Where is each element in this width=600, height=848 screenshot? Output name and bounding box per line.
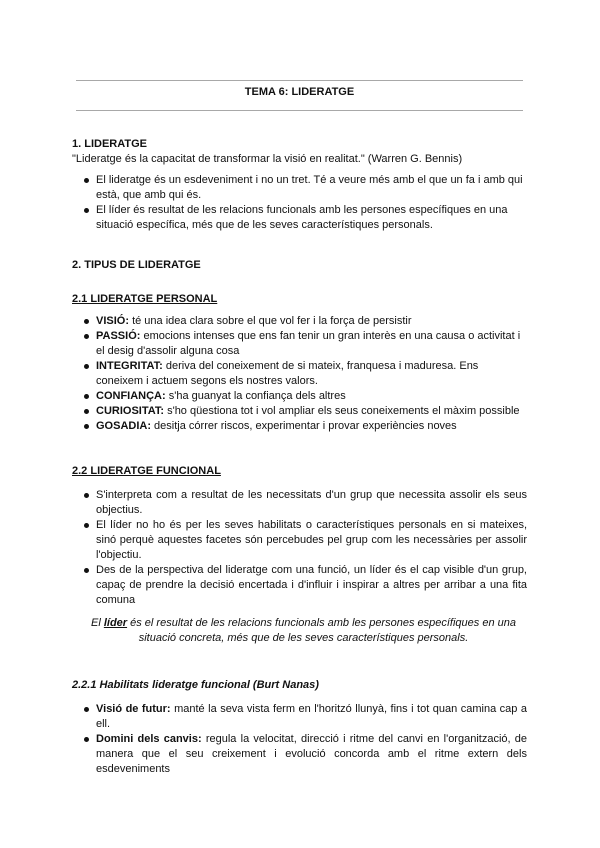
section-heading: 2.1 LIDERATGE PERSONAL <box>72 293 218 305</box>
highlight-note <box>80 616 527 646</box>
list-item <box>84 389 527 404</box>
list-item <box>84 314 527 329</box>
list-item <box>84 732 527 777</box>
term: CONFIANÇA: <box>96 390 166 402</box>
definition: s'ho qüestiona tot i vol ampliar els seus coneixements el màxim possible <box>164 405 520 417</box>
list-item <box>84 359 527 389</box>
section-1 <box>72 137 527 233</box>
list-item <box>84 419 527 434</box>
term: PASSIÓ: <box>96 330 141 342</box>
term: Visió de futur: <box>96 703 171 715</box>
quote: "Lideratge és la capacitat de transformar la visió en realitat." (Warren G. Bennis) <box>72 153 463 165</box>
bullet-list <box>72 702 527 777</box>
list-item: El lideratge és un esdeveniment i no un tret. Té a veure més amb el que un fa i amb qui està, que amb qui és. <box>84 173 527 203</box>
definition: s'ha guanyat la confiança dels altres <box>165 390 346 402</box>
list-item: El líder no ho és per les seves habilitats o característiques personals en si mateixes, sinó perquè aquestes facetes són percebudes pel grup com les necessàries per assolir l'objectiu. <box>84 518 527 563</box>
term: VISIÓ: <box>96 315 130 327</box>
top-rule <box>76 80 523 81</box>
section-2-1 <box>72 292 527 434</box>
definition: desitja córrer riscos, experimentar i provar experiències noves <box>151 420 457 432</box>
list-item <box>84 404 527 419</box>
bullet-list <box>72 314 527 434</box>
note-term: líder <box>103 617 128 629</box>
term: Domini dels canvis: <box>96 733 202 745</box>
page-title: TEMA 6: LIDERATGE <box>244 86 355 98</box>
list-item: El líder és resultat de les relacions funcionals amb les persones específiques en una situació específica, més que de les seves característiques personals. <box>84 203 527 233</box>
section-heading: 1. LIDERATGE <box>72 138 147 150</box>
list-item: S'interpreta com a resultat de les necessitats d'un grup que necessita assolir els seus objectius. <box>84 488 527 518</box>
section-heading: 2.2.1 Habilitats lideratge funcional (Burt Nanas) <box>72 679 319 691</box>
definition: regula la velocitat, direcció i ritme del canvi en l'organització, de manera que el seu creixement i evolució concorda amb el ritme extern dels esdeveniments <box>96 733 528 775</box>
section-2 <box>72 258 527 273</box>
note-text: és el resultat de les relacions funcionals amb les persones específiques en una situació concreta, més que de les seves característiques personals. <box>127 617 516 644</box>
list-item <box>84 702 527 732</box>
definition: deriva del coneixement de si mateix, franquesa i maduresa. Ens coneixem i actuem segons els nostres valors. <box>96 360 479 387</box>
section-2-2 <box>72 464 527 608</box>
definition: té una idea clara sobre el que vol fer i la força de persistir <box>129 315 412 327</box>
section-2-2-1 <box>72 678 527 777</box>
term: GOSADIA: <box>96 420 151 432</box>
note-prefix: El <box>91 617 104 629</box>
definition: manté la seva vista ferm en l'horitzó llunyà, fins i tot quan camina cap a ell. <box>96 703 528 730</box>
section-heading: 2.2 LIDERATGE FUNCIONAL <box>72 465 221 477</box>
term: CURIOSITAT: <box>96 405 165 417</box>
term: INTEGRITAT: <box>96 360 163 372</box>
list-item <box>84 329 527 359</box>
section-heading: 2. TIPUS DE LIDERATGE <box>72 259 201 271</box>
bullet-list <box>72 488 527 608</box>
bullet-list <box>72 173 527 233</box>
title-rule <box>76 110 523 111</box>
definition: emocions intenses que ens fan tenir un gran interès en una causa o activitat i el desig d'assolir alguna cosa <box>96 330 521 357</box>
list-item: Des de la perspectiva del lideratge com una funció, un líder és el cap visible d'un grup, capaç de prendre la decisió encertada i d'influir i inspirar a altres per arribar a una fita comuna <box>84 563 527 608</box>
